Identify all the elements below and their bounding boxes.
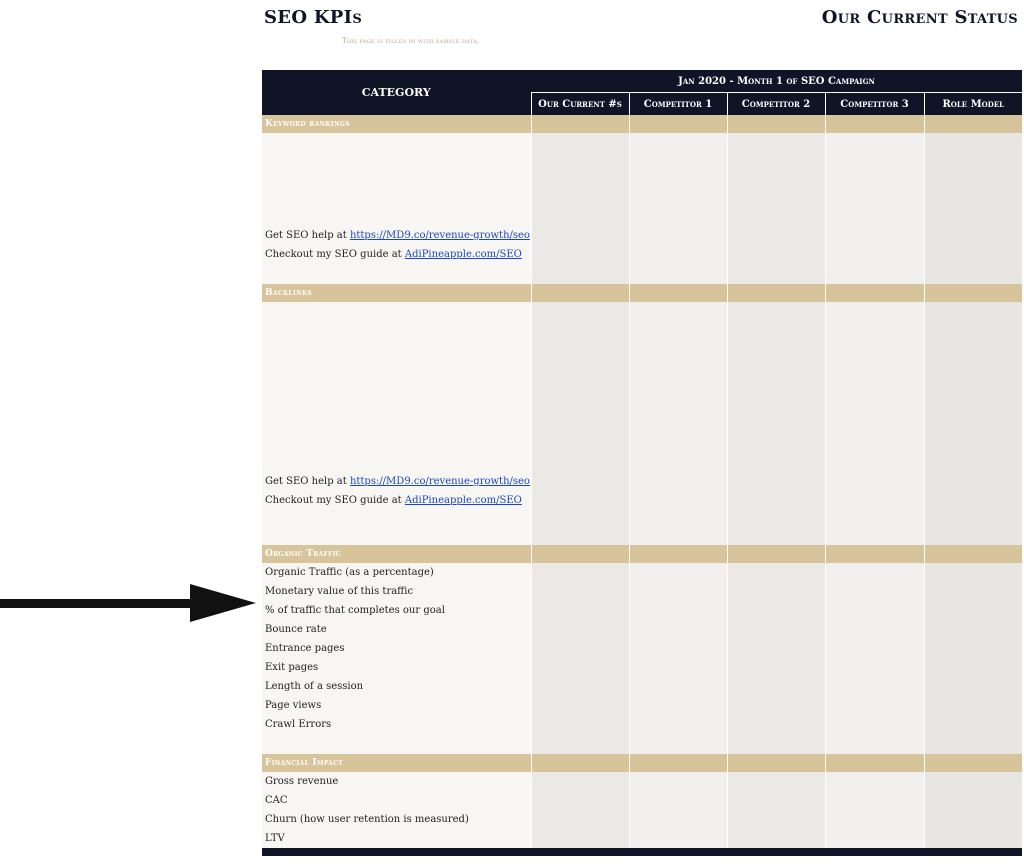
kpi-row — [262, 620, 1022, 639]
kpi-label: Gross revenue — [262, 772, 531, 791]
keyword-spacer — [262, 133, 1022, 226]
backlinks-guide-row — [262, 491, 1022, 510]
header-row-top — [262, 70, 1022, 93]
column-role-model: Role Model — [924, 93, 1022, 116]
kpi-row — [262, 696, 1022, 715]
kpi-row — [262, 639, 1022, 658]
footer-bar — [262, 848, 1022, 856]
status-title: Our Current Status — [821, 7, 1018, 28]
seo-help-link[interactable]: https://MD9.co/revenue-growth/seo — [349, 230, 530, 241]
section-label: Financial Impact — [262, 754, 531, 772]
kpi-row — [262, 810, 1022, 829]
category-header: CATEGORY — [361, 86, 431, 99]
keyword-help-row — [262, 226, 1022, 245]
kpi-label: Length of a session — [262, 677, 531, 696]
kpi-row — [262, 829, 1022, 848]
kpi-label: Monetary value of this traffic — [262, 582, 531, 601]
section-organic-traffic — [262, 545, 1022, 563]
seo-help-link[interactable]: https://MD9.co/revenue-growth/seo — [349, 476, 530, 487]
column-our-current: Our Current #s — [531, 93, 629, 116]
kpi-label: CAC — [262, 791, 531, 810]
keyword-guide-row — [262, 245, 1022, 264]
section-financial-impact — [262, 754, 1022, 772]
section-keyword-rankings — [262, 115, 1022, 133]
kpi-row — [262, 791, 1022, 810]
kpi-label: Entrance pages — [262, 639, 531, 658]
kpi-label: % of traffic that completes our goal — [262, 601, 531, 620]
kpi-label: Bounce rate — [262, 620, 531, 639]
keyword-spacer-bottom — [262, 264, 1022, 284]
kpi-row — [262, 772, 1022, 791]
kpi-table — [262, 70, 1022, 856]
backlinks-spacer-bottom — [262, 510, 1022, 545]
organic-spacer-bottom — [262, 734, 1022, 754]
column-competitor-3: Competitor 3 — [825, 93, 924, 116]
seo-guide-link[interactable]: AdiPineapple.com/SEO — [404, 495, 522, 506]
section-label: Organic Traffic — [262, 545, 531, 563]
section-label: Keyword rankings — [262, 115, 531, 133]
kpi-label: Page views — [262, 696, 531, 715]
right-arrow-icon — [0, 582, 262, 628]
sample-data-note: This page is filled in with sample data. — [342, 37, 480, 45]
period-header: Jan 2020 - Month 1 of SEO Campaign — [678, 75, 875, 87]
kpi-label: LTV — [262, 829, 531, 848]
kpi-label: Exit pages — [262, 658, 531, 677]
guide-text: Checkout my SEO guide at — [265, 495, 405, 506]
kpi-row — [262, 677, 1022, 696]
section-label: Backlinks — [262, 284, 531, 302]
seo-guide-link[interactable]: AdiPineapple.com/SEO — [404, 249, 522, 260]
kpi-row — [262, 563, 1022, 582]
column-competitor-1: Competitor 1 — [629, 93, 727, 116]
guide-text: Checkout my SEO guide at — [265, 249, 405, 260]
kpi-row — [262, 715, 1022, 734]
kpi-label: Organic Traffic (as a percentage) — [262, 563, 531, 582]
backlinks-spacer — [262, 302, 1022, 472]
page-title: SEO KPIs — [264, 7, 363, 28]
help-text: Get SEO help at — [265, 476, 350, 487]
kpi-sheet — [262, 70, 1022, 867]
kpi-row — [262, 582, 1022, 601]
section-backlinks — [262, 284, 1022, 302]
help-text: Get SEO help at — [265, 230, 350, 241]
kpi-label: Crawl Errors — [262, 715, 531, 734]
kpi-row — [262, 601, 1022, 620]
kpi-label: Churn (how user retention is measured) — [262, 810, 531, 829]
column-competitor-2: Competitor 2 — [727, 93, 825, 116]
backlinks-help-row — [262, 472, 1022, 491]
kpi-row — [262, 658, 1022, 677]
